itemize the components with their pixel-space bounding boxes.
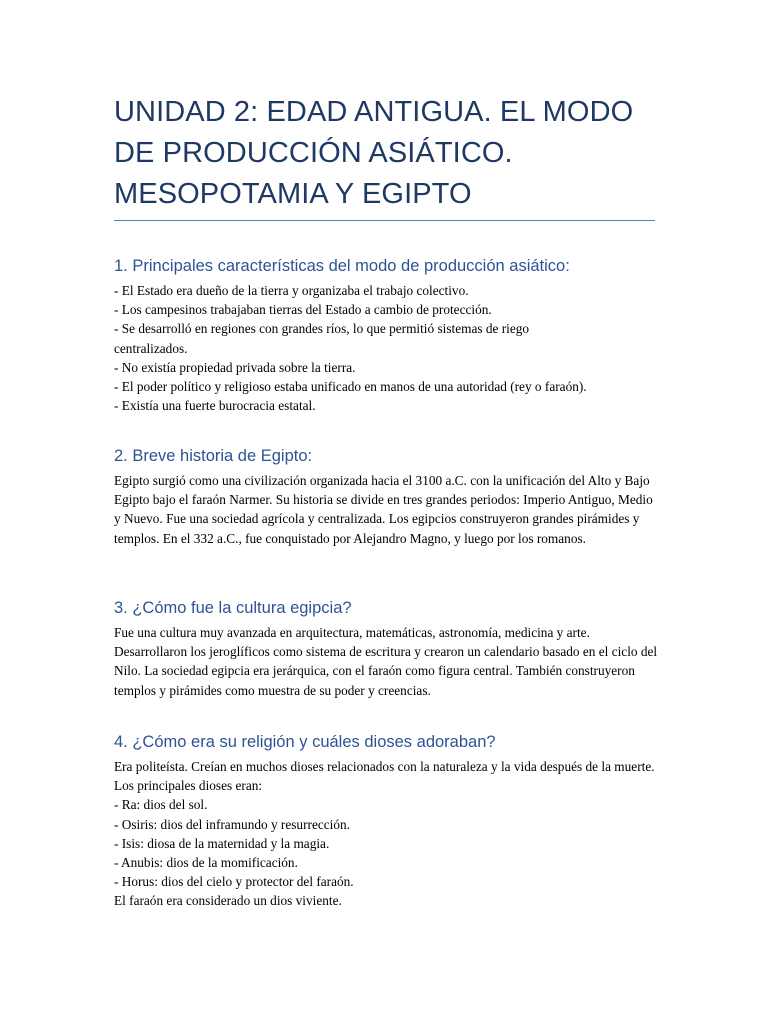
list-item: - No existía propiedad privada sobre la tierra. [114, 359, 356, 375]
section-paragraph: Era politeísta. Creían en muchos dioses relacionados con la naturaleza y la vida después de la muerte. Los principales dioses eran: [114, 759, 655, 794]
list-item: - Los campesinos trabajaban tierras del Estado a cambio de protección. [114, 302, 492, 318]
title-line: MESOPOTAMIA Y EGIPTO [114, 178, 472, 210]
title-divider [114, 220, 655, 221]
list-item: - Existía una fuerte burocracia estatal. [114, 398, 316, 414]
section-cultura-egipcia [114, 597, 659, 700]
section-paragraph: Fue una cultura muy avanzada en arquitectura, matemáticas, astronomía, medicina y arte. Desarrollaron los jeroglíficos como sistema de escritura y crearon un calendario basado en el ciclo del Nilo. La sociedad egipcia era jerárquica, con el faraón como figura central. También construyeron templos y pirámides como muestra de su poder y creencias. [114, 625, 658, 698]
section-paragraph: Egipto surgió como una civilización organizada hacia el 3100 a.C. con la unificación del Alto y Bajo Egipto bajo el faraón Narmer. Su historia se divide en tres grandes periodos: Imperio Antiguo, Medio y Nuevo. Fue una sociedad agrícola y centralizada. Los egipcios construyeron grandes pirámides y templos. En el 332 a.C., fue conquistado por Alejandro Magno, y luego por los romanos. [114, 473, 653, 546]
list-item: - Osiris: dios del inframundo y resurrección. [114, 816, 350, 832]
list-item: - Ra: dios del sol. [114, 797, 208, 813]
list-item: - El Estado era dueño de la tierra y organizaba el trabajo colectivo. [114, 283, 469, 298]
list-item: - Anubis: dios de la momificación. [114, 855, 298, 871]
section-heading: 3. ¿Cómo fue la cultura egipcia? [114, 599, 352, 617]
list-item: - Horus: dios del cielo y protector del faraón. [114, 874, 354, 890]
closing-line: El faraón era considerado un dios viviente. [114, 893, 342, 909]
list-item-continuation: centralizados. [114, 340, 188, 356]
section-heading: 1. Principales características del modo de producción asiático: [114, 257, 570, 275]
list-item: - El poder político y religioso estaba unificado en manos de una autoridad (rey o faraón). [114, 379, 587, 395]
list-item: - Isis: diosa de la maternidad y la magia. [114, 835, 330, 851]
section-historia-egipto [114, 445, 659, 548]
document-title [114, 92, 674, 215]
section-modo-produccion [114, 255, 659, 415]
section-heading: 4. ¿Cómo era su religión y cuáles dioses adoraban? [114, 733, 496, 751]
section-heading: 2. Breve historia de Egipto: [114, 447, 313, 465]
section-religion-dioses [114, 731, 659, 911]
title-line: DE PRODUCCIÓN ASIÁTICO. [114, 137, 513, 169]
title-line: UNIDAD 2: EDAD ANTIGUA. EL MODO [114, 96, 634, 128]
list-item: - Se desarrolló en regiones con grandes ríos, lo que permitió sistemas de riego [114, 321, 530, 337]
